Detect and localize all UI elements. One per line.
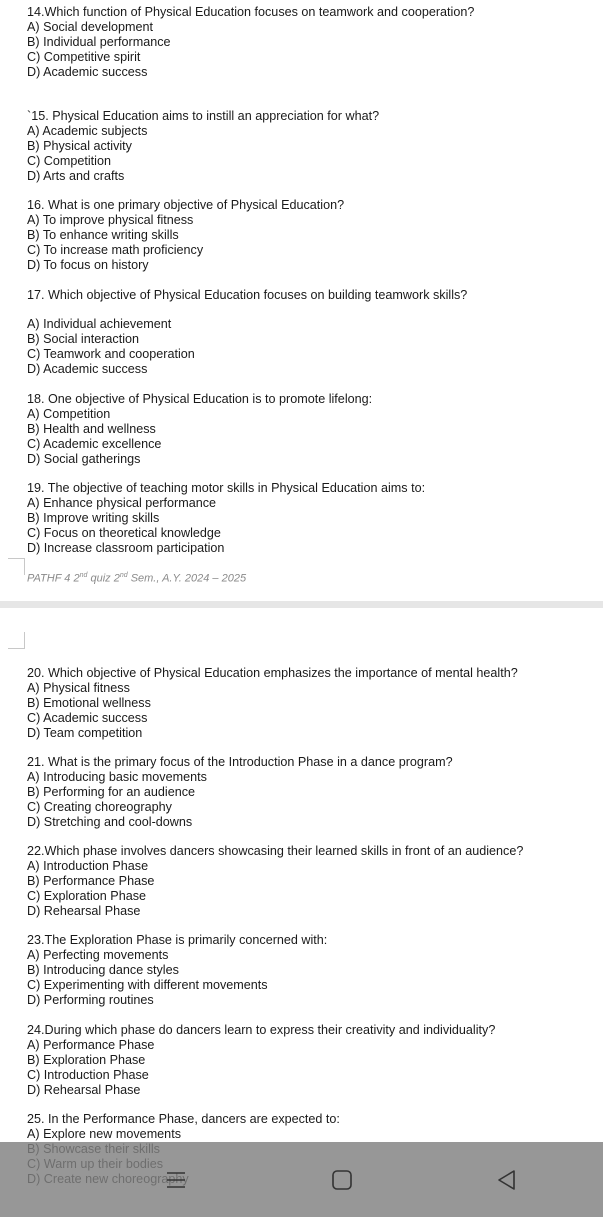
footer-quiz-word: quiz	[90, 572, 111, 585]
option: C) Academic success	[27, 710, 148, 725]
option: C) Academic excellence	[27, 436, 162, 451]
option: B) Improve writing skills	[27, 510, 160, 525]
question-14	[27, 5, 474, 80]
option: C) Introduction Phase	[27, 1067, 149, 1082]
option: B) Exploration Phase	[27, 1052, 146, 1067]
question-stem: 24.During which phase do dancers learn to express their creativity and individuality?	[27, 1023, 496, 1037]
option: C) Creating choreography	[27, 799, 172, 814]
option: D) Arts and crafts	[27, 168, 125, 183]
option: A) Enhance physical performance	[27, 495, 217, 510]
question-stem: `15. Physical Education aims to instill an appreciation for what?	[27, 109, 380, 123]
option: A) Explore new movements	[27, 1126, 181, 1141]
question-stem: 19. The objective of teaching motor skills in Physical Education aims to:	[27, 481, 426, 495]
option: A) Academic subjects	[27, 123, 148, 138]
option: D) Rehearsal Phase	[27, 1082, 141, 1097]
option: A) Introduction Phase	[27, 858, 149, 873]
option: B) Physical activity	[27, 138, 132, 153]
question-20	[27, 666, 518, 741]
option: A) Perfecting movements	[27, 947, 169, 962]
option: A) To improve physical fitness	[27, 212, 194, 227]
option: D) Team competition	[27, 725, 143, 740]
question-16	[27, 198, 344, 273]
option: A) Competition	[27, 406, 111, 421]
question-stem: 16. What is one primary objective of Physical Education?	[27, 198, 345, 212]
footer-sem-sup: nd	[119, 572, 128, 579]
option: B) Performing for an audience	[27, 784, 196, 799]
option: A) Physical fitness	[27, 680, 130, 695]
option: D) Academic success	[27, 361, 148, 376]
question-stem: 18. One objective of Physical Education is to promote lifelong:	[27, 392, 373, 406]
option: D) Stretching and cool-downs	[27, 814, 193, 829]
page-footer	[27, 572, 246, 585]
question-18	[27, 392, 372, 467]
option: C) To increase math proficiency	[27, 242, 204, 257]
option: B) To enhance writing skills	[27, 227, 179, 242]
option: B) Performance Phase	[27, 873, 155, 888]
footer-sem-word: Sem., A.Y. 2024 – 2025	[130, 572, 247, 585]
option: C) Experimenting with different movements	[27, 977, 268, 992]
option: C) Focus on theoretical knowledge	[27, 525, 221, 540]
recent-apps-icon[interactable]	[163, 1167, 189, 1193]
question-21	[27, 755, 453, 830]
question-stem: 20. Which objective of Physical Education emphasizes the importance of mental health?	[27, 666, 518, 680]
page-corner-mark	[8, 558, 25, 575]
option: B) Emotional wellness	[27, 695, 151, 710]
question-stem: 25. In the Performance Phase, dancers are expected to:	[27, 1112, 340, 1126]
question-stem: 21. What is the primary focus of the Introduction Phase in a dance program?	[27, 755, 453, 769]
question-stem: 22.Which phase involves dancers showcasing their learned skills in front of an audience?	[27, 844, 524, 858]
option: A) Performance Phase	[27, 1037, 155, 1052]
option: C) Competition	[27, 153, 111, 168]
option: C) Exploration Phase	[27, 888, 147, 903]
question-19	[27, 481, 425, 556]
option: B) Social interaction	[27, 331, 139, 346]
footer-quiz-num: 2	[73, 572, 80, 585]
back-icon[interactable]	[494, 1167, 520, 1193]
option: A) Introducing basic movements	[27, 769, 207, 784]
page-corner-mark	[8, 632, 25, 649]
option: C) Competitive spirit	[27, 49, 141, 64]
question-17	[27, 288, 467, 377]
question-24	[27, 1023, 495, 1098]
question-stem: 17. Which objective of Physical Education focuses on building teamwork skills?	[27, 288, 468, 302]
option: A) Individual achievement	[27, 316, 172, 331]
option: D) Social gatherings	[27, 451, 141, 466]
page-separator	[0, 601, 603, 608]
option: D) Performing routines	[27, 992, 154, 1007]
option: B) Individual performance	[27, 34, 171, 49]
question-15	[27, 109, 379, 184]
option: D) Academic success	[27, 64, 148, 79]
home-icon[interactable]	[329, 1167, 355, 1193]
option: A) Social development	[27, 19, 154, 34]
option: C) Teamwork and cooperation	[27, 346, 195, 361]
question-22	[27, 844, 523, 919]
footer-course: PATHF 4	[27, 572, 71, 585]
footer-sem-num: 2	[113, 572, 120, 585]
option: B) Introducing dance styles	[27, 962, 179, 977]
question-stem: 14.Which function of Physical Education focuses on teamwork and cooperation?	[27, 5, 475, 19]
option: B) Health and wellness	[27, 421, 156, 436]
footer-quiz-sup: nd	[79, 572, 88, 579]
option: D) Increase classroom participation	[27, 540, 225, 555]
question-stem: 23.The Exploration Phase is primarily concerned with:	[27, 933, 328, 947]
option: D) To focus on history	[27, 257, 149, 272]
question-23	[27, 933, 327, 1008]
option: D) Rehearsal Phase	[27, 903, 141, 918]
